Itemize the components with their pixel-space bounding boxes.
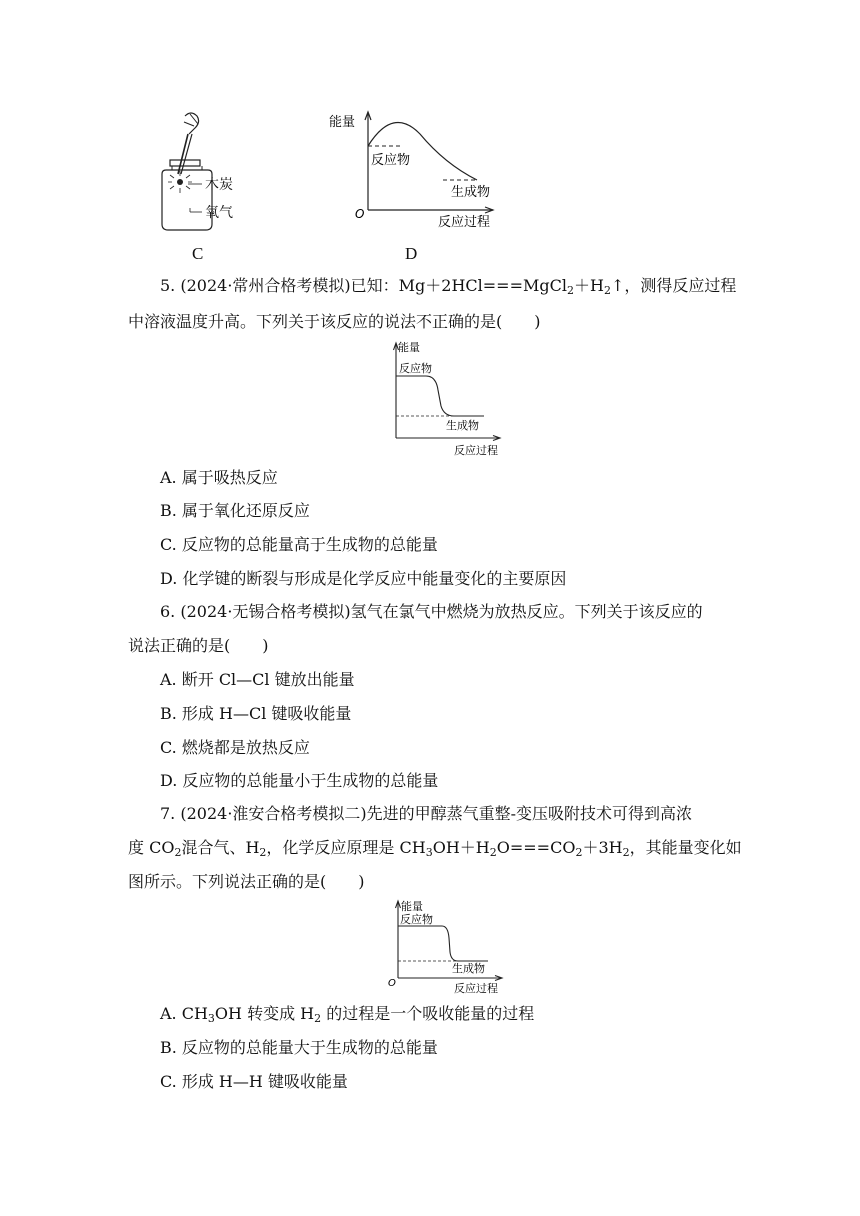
d-product-label: 生成物 [451, 185, 491, 200]
q5-stem-line2: 中溶液温度升高。下列关于该反应的说法不正确的是( ) [128, 312, 541, 331]
q6-option-c: C. 燃烧都是放热反应 [160, 738, 310, 757]
q7-energy-curve [398, 926, 488, 961]
q5-y-label: 能量 [398, 341, 420, 354]
q5-option-c: C. 反应物的总能量高于生成物的总能量 [160, 535, 438, 554]
d-energy-curve [368, 122, 477, 180]
q5-option-b: B. 属于氧化还原反应 [160, 501, 310, 520]
q5-product-label: 生成物 [446, 419, 479, 432]
d-x-label: 反应过程 [438, 215, 491, 230]
figure-d-energy-diagram [325, 108, 500, 233]
d-reactant-label: 反应物 [371, 153, 411, 168]
q7-y-label: 能量 [401, 900, 423, 913]
label-oxygen: 氧气 [205, 205, 233, 221]
label-charcoal: 木炭 [205, 177, 233, 193]
q7-stem-line2: 度 $CO_2$混合气、$H_2$，化学反应原理是 $CH_3OH+H_2O===CO_2+3H_2$，其能量变化如 [128, 838, 742, 859]
q5-stem-line1: 5. (2024·常州合格考模拟)已知：$Mg+2HCl===MgCl_2+H_2↑$，测得反应过程 [160, 276, 737, 297]
q5-x-label: 反应过程 [454, 444, 498, 457]
q7-stem-line3: 图所示。下列说法正确的是( ) [128, 872, 365, 891]
q6-option-d: D. 反应物的总能量小于生成物的总能量 [160, 771, 439, 790]
q5-option-a: A. 属于吸热反应 [160, 468, 278, 487]
caption-c: C [192, 244, 204, 263]
q7-product-label: 生成物 [452, 962, 485, 975]
q7-option-b: B. 反应物的总能量大于生成物的总能量 [160, 1038, 438, 1057]
d-origin: O [355, 207, 365, 221]
q7-origin: O [388, 978, 396, 989]
d-y-label: 能量 [329, 115, 356, 130]
q5-option-d: D. 化学键的断裂与形成是化学反应中能量变化的主要原因 [160, 569, 567, 588]
q7-reactant-label: 反应物 [400, 913, 433, 926]
q5-reactant-label: 反应物 [399, 362, 432, 375]
q6-stem-line2: 说法正确的是( ) [128, 636, 269, 655]
caption-d: D [405, 244, 418, 263]
q7-x-label: 反应过程 [454, 982, 498, 995]
q6-stem-line1: 6. (2024·无锡合格考模拟)氢气在氯气中燃烧为放热反应。下列关于该反应的 [160, 602, 703, 621]
q6-option-b: B. 形成 H—Cl 键吸收能量 [160, 704, 352, 723]
q6-option-a: A. 断开 Cl—Cl 键放出能量 [160, 670, 355, 689]
q7-option-a: A. $CH_3OH$ 转变成 $H_2$ 的过程是一个吸收能量的过程 [160, 1004, 535, 1025]
q7-stem-line1: 7. (2024·淮安合格考模拟二)先进的甲醇蒸气重整-变压吸附技术可得到高浓 [160, 804, 693, 823]
q7-option-c: C. 形成 H—H 键吸收能量 [160, 1072, 348, 1091]
q5-energy-curve [396, 376, 484, 416]
q5-energy-diagram [378, 340, 508, 460]
q7-energy-diagram [384, 898, 509, 998]
